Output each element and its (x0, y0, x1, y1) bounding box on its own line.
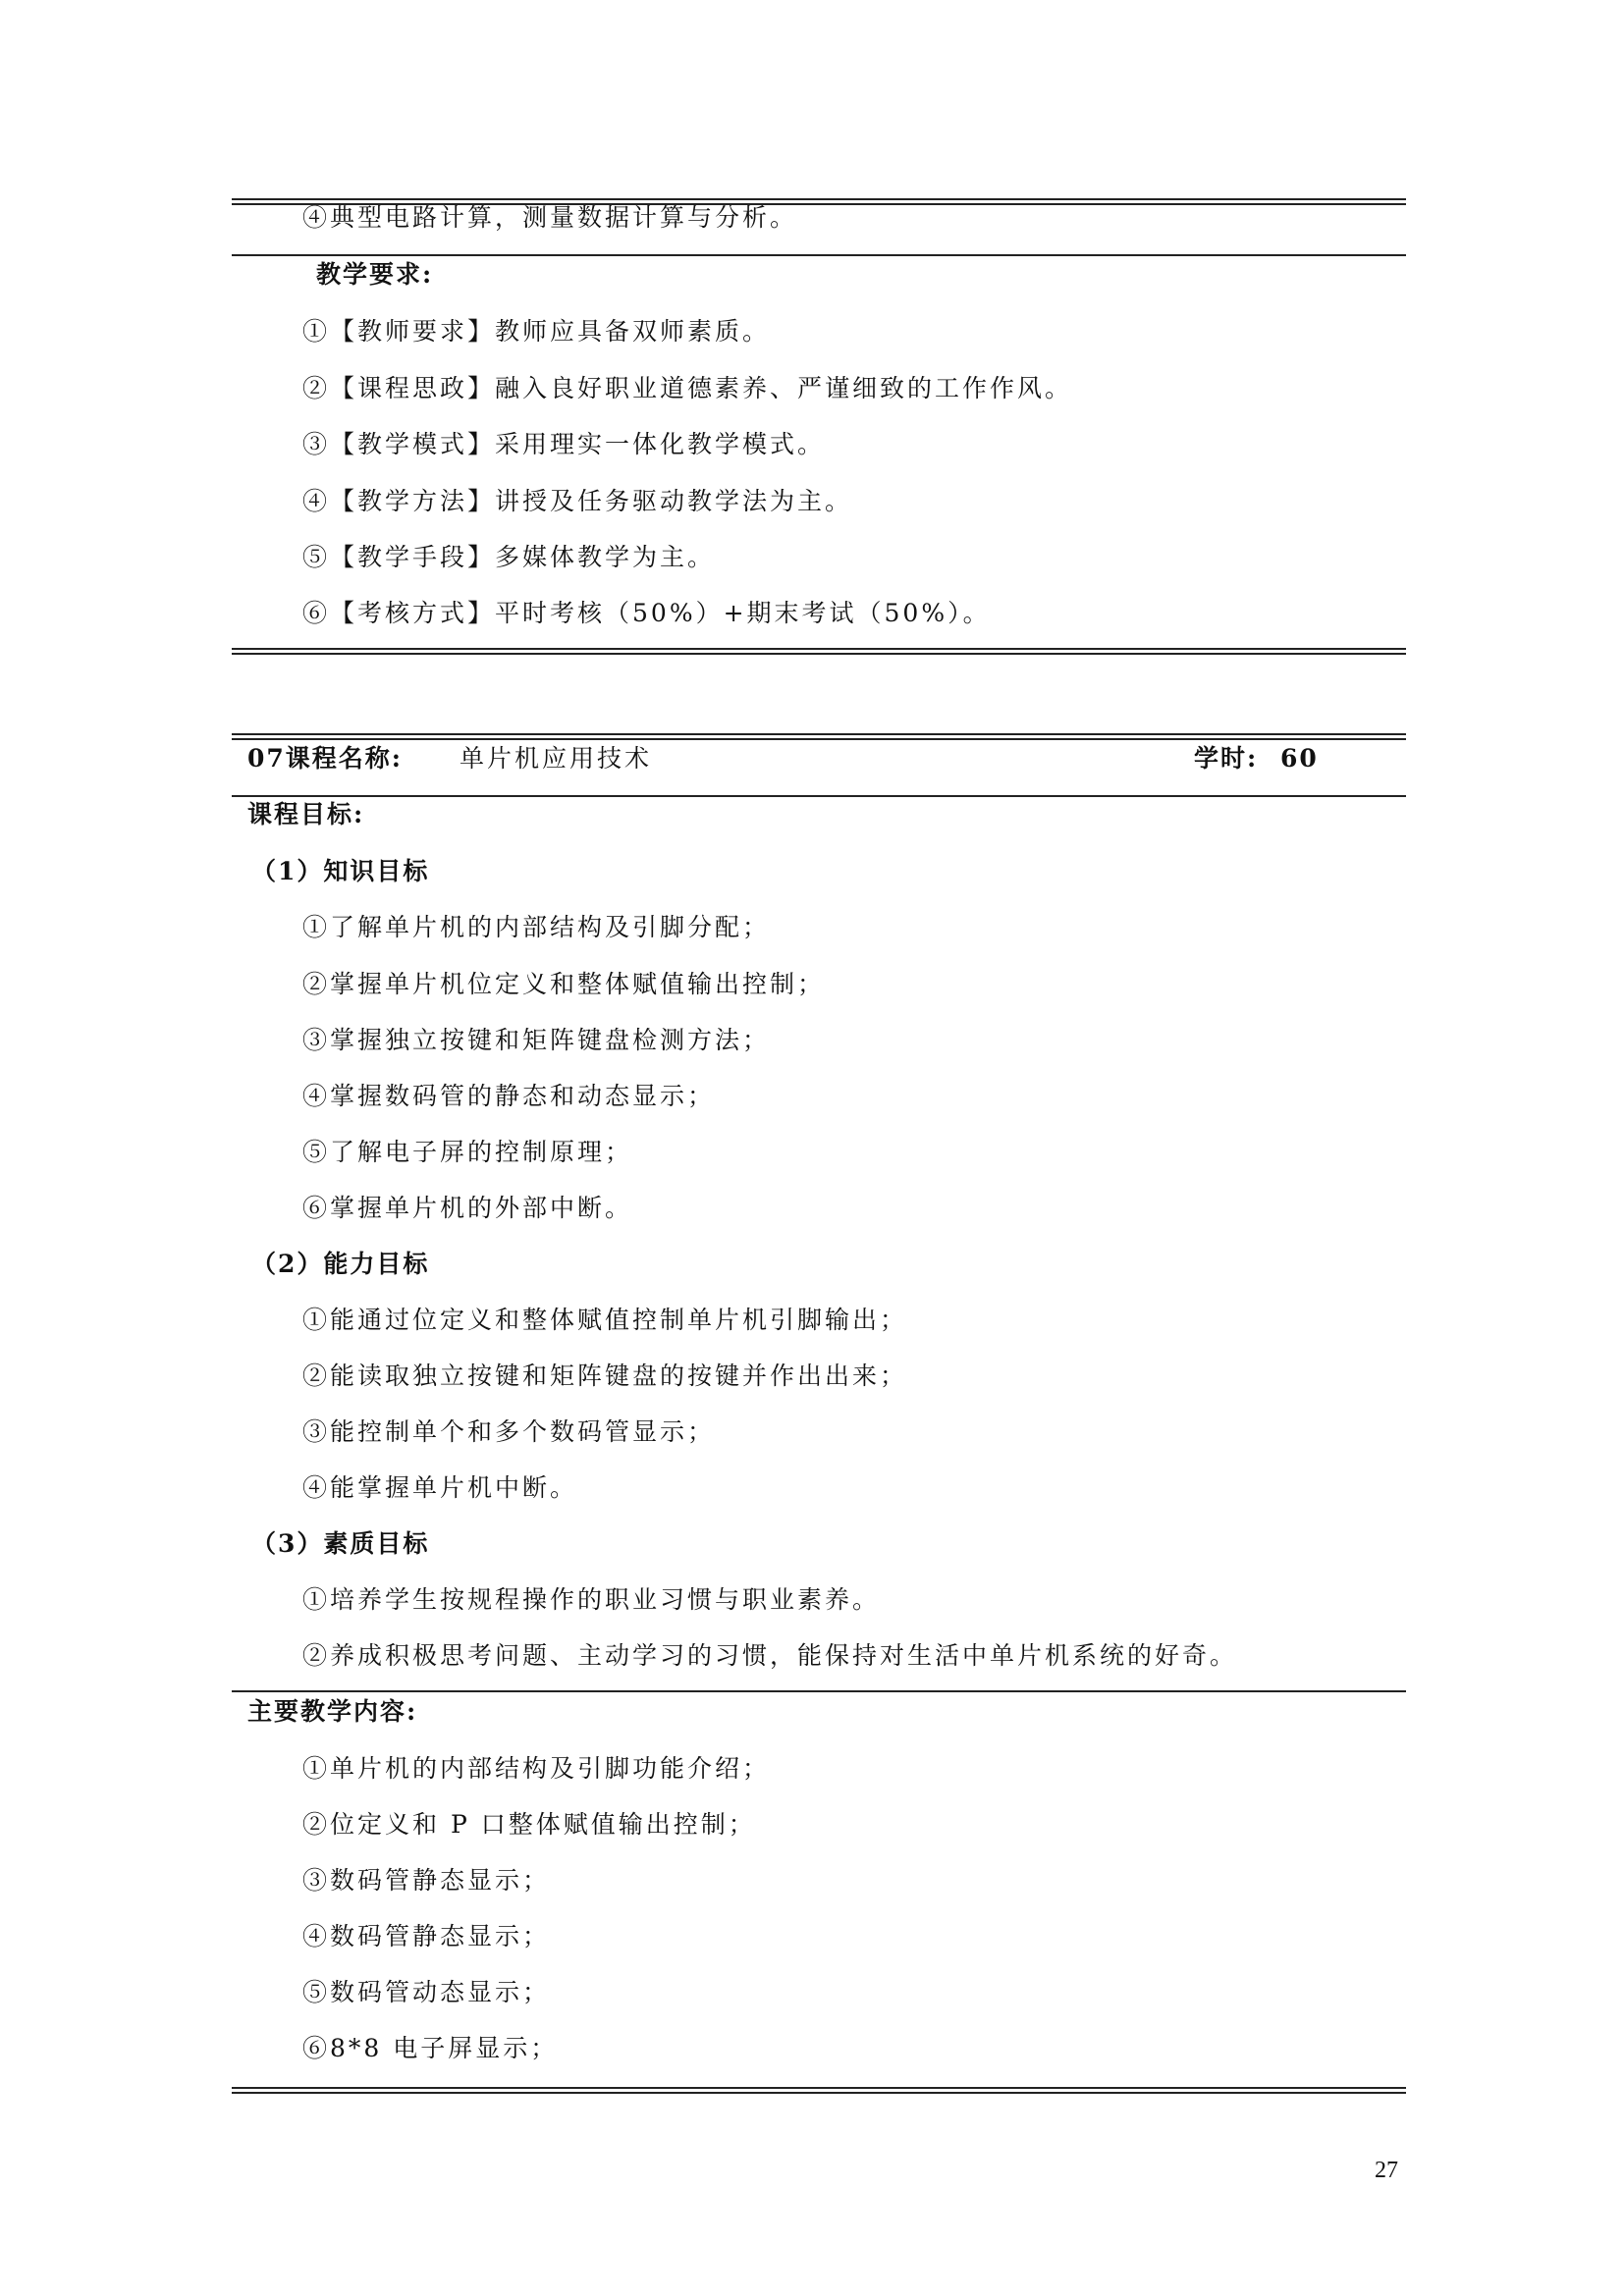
content-item: ④数码管静态显示； (302, 1922, 551, 1950)
ability-item: ②能读取独立按键和矩阵键盘的按键并作出出来； (302, 1362, 908, 1390)
content-item: ⑥8*8 电子屏显示； (302, 2034, 559, 2062)
content-item: ⑤数码管动态显示； (302, 1978, 551, 2006)
course-header-row (247, 742, 1377, 775)
ability-item: ③能控制单个和多个数码管显示； (302, 1417, 716, 1446)
requirement-item: ⑥【考核方式】平时考核（50%）+期末考试（50%）。 (302, 599, 991, 627)
main-content-title: 主要教学内容: (247, 1697, 418, 1726)
knowledge-item: ⑤了解电子屏的控制原理； (302, 1138, 633, 1166)
requirement-item: ③【教学模式】采用理实一体化教学模式。 (302, 430, 826, 458)
course-goals-title: 课程目标: (247, 800, 365, 828)
hours-value: 60 (1280, 744, 1319, 773)
content-item: ②位定义和 P 口整体赋值输出控制； (302, 1810, 756, 1839)
requirement-item: ②【课程思政】融入良好职业道德素养、严谨细致的工作作风。 (302, 374, 1073, 402)
ability-goals-title: （2）能力目标 (251, 1250, 430, 1278)
hours-label: 学时: (1194, 744, 1259, 773)
requirement-item: ⑤【教学手段】多媒体教学为主。 (302, 543, 716, 571)
content-item: ④典型电路计算，测量数据计算与分析。 (302, 203, 798, 232)
knowledge-item: ③掌握独立按键和矩阵键盘检测方法； (302, 1026, 771, 1054)
page-number: 27 (1375, 2158, 1398, 2183)
quality-goals-title: （3）素质目标 (251, 1529, 430, 1558)
knowledge-item: ②掌握单片机位定义和整体赋值输出控制； (302, 970, 826, 998)
course-table-bottom-border (232, 2087, 1406, 2094)
table-bottom-border (232, 648, 1406, 655)
knowledge-item: ④掌握数码管的静态和动态显示； (302, 1082, 716, 1110)
course-name: 单片机应用技术 (460, 744, 653, 773)
content-item: ③数码管静态显示； (302, 1866, 551, 1895)
teaching-requirements-title: 教学要求: (316, 260, 434, 289)
ability-item: ④能掌握单片机中断。 (302, 1473, 578, 1502)
knowledge-item: ⑥掌握单片机的外部中断。 (302, 1194, 633, 1222)
ability-item: ①能通过位定义和整体赋值控制单片机引脚输出； (302, 1306, 908, 1334)
knowledge-item: ①了解单片机的内部结构及引脚分配； (302, 913, 771, 941)
requirement-item: ①【教师要求】教师应具备双师素质。 (302, 317, 771, 346)
row-divider (232, 795, 1406, 797)
content-item: ①单片机的内部结构及引脚功能介绍； (302, 1754, 771, 1783)
course-label: 07课程名称: (247, 744, 404, 773)
course-table-top-border (232, 733, 1406, 740)
requirement-item: ④【教学方法】讲授及任务驱动教学法为主。 (302, 487, 853, 515)
knowledge-goals-title: （1）知识目标 (251, 857, 430, 885)
row-divider (232, 254, 1406, 256)
quality-item: ①培养学生按规程操作的职业习惯与职业素养。 (302, 1585, 881, 1614)
row-divider (232, 1690, 1406, 1692)
quality-item: ②养成积极思考问题、主动学习的习惯，能保持对生活中单片机系统的好奇。 (302, 1641, 1238, 1670)
